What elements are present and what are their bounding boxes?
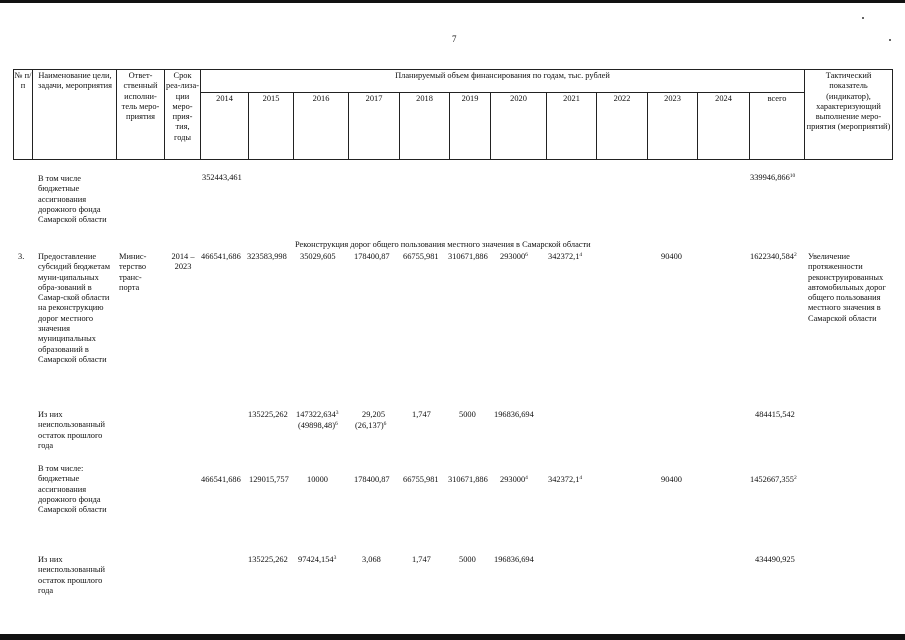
cell-2023: 90400 bbox=[661, 475, 682, 484]
header-term: Срок реа-лиза-ции меро-прия-тия, годы bbox=[166, 71, 199, 142]
header-year-2016: 2016 bbox=[312, 94, 330, 103]
cell-2020: 196836,694 bbox=[494, 410, 534, 419]
header-year-2020: 2020 bbox=[510, 94, 527, 103]
cell-2016: 147322,634$^3$ bbox=[296, 410, 339, 419]
row-indicator: Увеличение протяженности реконструированных автомобильных дорог общего пользования местного значения в Самарской области bbox=[808, 252, 886, 323]
row-name: Предоставление субсидий бюджетам муни-ципальных обра-зований в Самар-ской области на реконструкцию дорог местного значения муниципальных образований в Самарской области bbox=[38, 252, 110, 364]
cell-2018: 66755,981 bbox=[403, 475, 439, 484]
cell-2019: 5000 bbox=[459, 555, 476, 564]
header-indicator: Тактический показатель (индикатор), характеризующий выполнение меро-приятия (мероприятий) bbox=[806, 71, 891, 132]
cell-2016: 10000 bbox=[307, 475, 328, 484]
cell-2019: 310671,886 bbox=[448, 475, 488, 484]
header-responsible: Ответ-ственный исполни-тель меро-приятия bbox=[121, 71, 160, 122]
row-responsible: Минис-терство транс-порта bbox=[119, 252, 147, 292]
cell-total: 1622340,584$^2$ bbox=[750, 252, 797, 261]
cell-2018: 1,747 bbox=[412, 410, 431, 419]
cell-2018: 1,747 bbox=[412, 555, 431, 564]
header-year-2017: 2017 bbox=[365, 94, 383, 103]
cell-2017: 3,068 bbox=[362, 555, 381, 564]
cell-2021: 342372,1$^4$ bbox=[548, 252, 583, 261]
cell-2023: 90400 bbox=[661, 252, 682, 261]
cell-2014: 466541,686 bbox=[201, 475, 241, 484]
header-funding: Планируемый объем финансирования по годам, тыс. рублей bbox=[395, 71, 610, 80]
cell-2018: 66755,981 bbox=[403, 252, 439, 261]
row-name: В том числе: бюджетные ассигнования дорожного фонда Самарской области bbox=[38, 464, 107, 515]
header-num: № п/п bbox=[14, 71, 32, 91]
cell-2020: 293000$^6$ bbox=[500, 252, 528, 261]
cell-2016-paren: $(49898,48)^6$ bbox=[298, 421, 338, 430]
cell-2019: 5000 bbox=[459, 410, 476, 419]
cell-2017: 178400,87 bbox=[354, 252, 390, 261]
cell-2017-paren: $(26,137)^6$ bbox=[355, 421, 387, 430]
cell-2020: 293000$^4$ bbox=[500, 475, 528, 484]
header-total: всего bbox=[767, 94, 787, 103]
cell-total: 339946,866$^{10}$ bbox=[750, 173, 796, 182]
top-border bbox=[0, 0, 905, 3]
header-year-2021: 2021 bbox=[563, 94, 580, 103]
header-bottom-line bbox=[13, 159, 892, 160]
cell-2015: 135225,262 bbox=[248, 555, 288, 564]
section-title: Реконструкция дорог общего пользования местного значения в Самарской области bbox=[295, 240, 591, 249]
header-year-2022: 2022 bbox=[613, 94, 631, 103]
cell-total: 1452667,355$^2$ bbox=[750, 475, 797, 484]
cell-2016: 35029,605 bbox=[300, 252, 336, 261]
cell-2016: 97424,154$^3$ bbox=[298, 555, 337, 564]
cell-2017: 178400,87 bbox=[354, 475, 390, 484]
row-name: Из них неиспользованный остаток прошлого года bbox=[38, 555, 106, 595]
cell-2021: 342372,1$^4$ bbox=[548, 475, 583, 484]
cell-2014: 466541,686 bbox=[201, 252, 241, 261]
page-number: 7 bbox=[452, 34, 457, 44]
cell-2017: 29,205 bbox=[362, 410, 386, 419]
header-year-2019: 2019 bbox=[461, 94, 479, 103]
header-year-2018: 2018 bbox=[416, 94, 433, 103]
cell-total: 434490,925 bbox=[755, 555, 795, 564]
cell-2014: 352443,461 bbox=[202, 173, 242, 182]
scan-speck bbox=[862, 17, 864, 19]
scan-speck bbox=[889, 39, 891, 41]
years-divider-line bbox=[200, 92, 804, 93]
cell-2015: 323583,998 bbox=[247, 252, 287, 261]
cell-2015: 129015,757 bbox=[249, 475, 289, 484]
row-name: Из них неиспользованный остаток прошлого года bbox=[38, 410, 106, 450]
cell-2020: 196836,694 bbox=[494, 555, 534, 564]
header-year-2023: 2023 bbox=[664, 94, 681, 103]
header-name: Наименование цели, задачи, мероприятия bbox=[38, 71, 112, 91]
header-year-2024: 2024 bbox=[715, 94, 732, 103]
row-term: 2014 – 2023 bbox=[171, 252, 195, 272]
header-top-line bbox=[13, 69, 892, 70]
header-year-2014: 2014 bbox=[216, 94, 233, 103]
cell-2015: 135225,262 bbox=[248, 410, 288, 419]
header-year-2015: 2015 bbox=[262, 94, 280, 103]
row-name: В том числе бюджетные ассигнования дорожного фонда Самарской области bbox=[38, 174, 107, 225]
bottom-border bbox=[0, 634, 905, 640]
row-number: 3. bbox=[18, 252, 25, 261]
cell-2019: 310671,886 bbox=[448, 252, 488, 261]
cell-total: 484415,542 bbox=[755, 410, 795, 419]
